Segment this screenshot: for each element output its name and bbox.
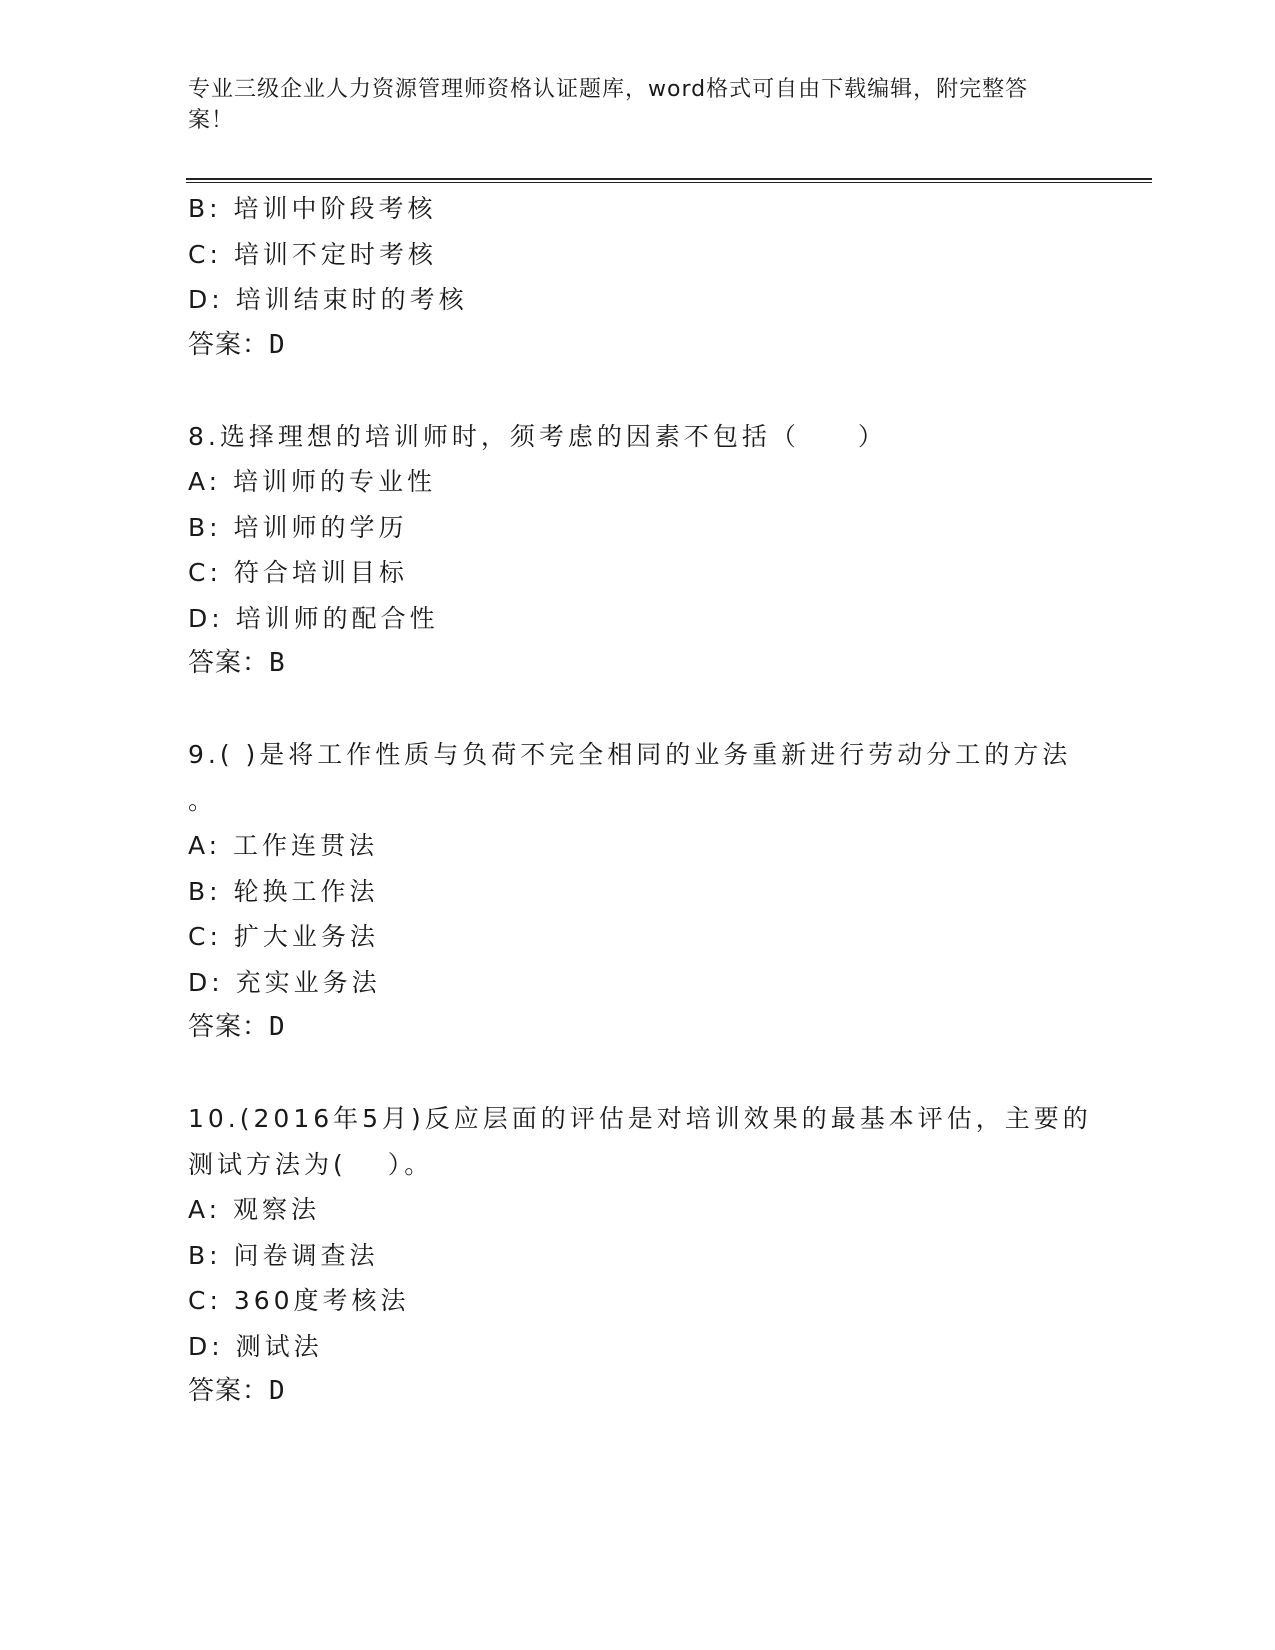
option-b: B: 问卷调查法 (188, 1240, 379, 1270)
answer: 答案：D (188, 329, 286, 360)
question-stem-continuation: 测试方法为( ）。 (188, 1149, 434, 1179)
question-7 (188, 186, 1088, 368)
option-c: C: 培训不定时考核 (188, 239, 437, 269)
option-d: D: 测试法 (188, 1331, 323, 1361)
option-b: B: 培训师的学历 (188, 512, 408, 542)
spacer (188, 368, 1088, 414)
option-d: D: 培训师的配合性 (188, 603, 439, 633)
spacer (188, 1051, 1088, 1097)
option-a: A: 观察法 (188, 1195, 321, 1224)
header-divider (186, 178, 1152, 183)
option-b: B: 培训中阶段考核 (188, 194, 437, 223)
option-a: A: 培训师的专业性 (188, 467, 437, 496)
document-header: 专业三级企业人力资源管理师资格认证题库，word格式可自由下载编辑，附完整答案！ (188, 77, 1029, 133)
question-stem: 10.(2016年5月)反应层面的评估是对培训效果的最基本评估，主要的 (188, 1104, 1092, 1133)
option-c: C: 扩大业务法 (188, 922, 379, 951)
answer: 答案：D (188, 1012, 286, 1042)
option-d: D: 培训结束时的考核 (188, 285, 468, 314)
question-9 (188, 732, 1088, 1051)
option-a: A: 工作连贯法 (188, 831, 379, 860)
question-stem-continuation: 。 (188, 785, 218, 815)
answer: 答案：D (188, 1376, 286, 1406)
answer: 答案：B (188, 648, 286, 678)
question-8 (188, 414, 1088, 687)
option-d: D: 充实业务法 (188, 967, 381, 997)
option-b: B: 轮换工作法 (188, 876, 379, 906)
option-c: C: 符合培训目标 (188, 558, 408, 587)
question-stem: 9.( )是将工作性质与负荷不完全相同的业务重新进行劳动分工的方法 (188, 740, 1072, 769)
option-c: C: 360度考核法 (188, 1286, 410, 1315)
question-list (188, 186, 1092, 1415)
question-10 (188, 1096, 1092, 1415)
question-stem: 8.选择理想的培训师时，须考虑的因素不包括（ ） (188, 421, 887, 451)
spacer (188, 687, 1088, 733)
